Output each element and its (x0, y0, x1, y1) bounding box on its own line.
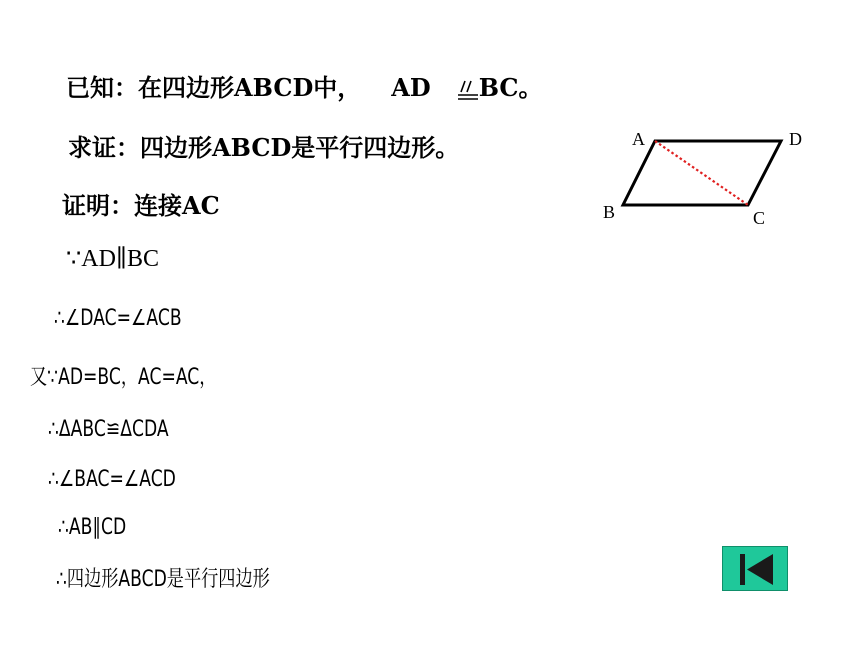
proof-step-5: ∴∠BAC=∠ACD (48, 467, 176, 492)
skip-to-start-icon (723, 547, 789, 592)
proof-step-7: ∴四边形ABCD是平行四边形 (56, 567, 270, 592)
first-slide-button[interactable] (722, 546, 788, 591)
proof-step-3: 又∵AD=BC，AC=AC， (30, 365, 217, 390)
parallel-equal-symbol (457, 79, 479, 101)
proof-step-1: ∵AD∥BC (66, 246, 160, 272)
vertex-label-c: C (753, 208, 766, 228)
given-segment-bc: BC (478, 73, 519, 102)
vertex-label-a: A (632, 129, 645, 149)
proof-step-6: ∴AB∥CD (58, 515, 127, 540)
diagonal-ac (655, 141, 748, 205)
proof-start: 证明：连接AC (62, 191, 220, 220)
vertex-label-b: B (603, 202, 616, 222)
given-prefix: 已知：在四边形ABCD中， (66, 73, 362, 102)
parallelogram-figure (595, 125, 820, 235)
proof-step-2: ∴∠DAC=∠ACB (54, 306, 182, 331)
vertex-label-d: D (789, 129, 802, 149)
proof-step-4: ∴ΔABC≌ΔCDA (48, 417, 169, 442)
given-suffix: 。 (518, 73, 543, 102)
given-segment-ad: AD (391, 73, 431, 102)
given-statement (66, 73, 543, 102)
prove-statement: 求证：四边形ABCD是平行四边形。 (68, 133, 460, 162)
parallel-equal-icon (457, 79, 479, 101)
